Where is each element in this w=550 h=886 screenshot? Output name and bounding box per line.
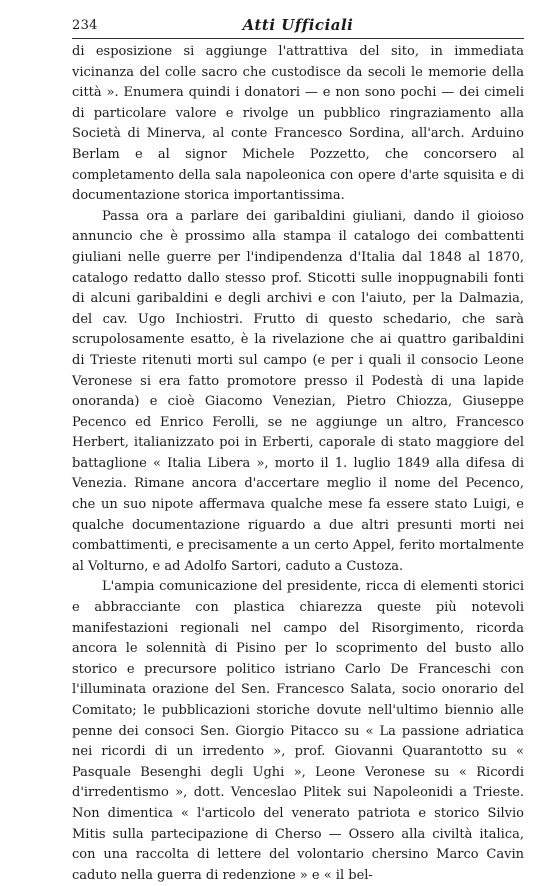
page-number: 234 [72,18,98,33]
body-text [72,42,524,886]
paragraph-presidential-communication: L'ampia comunicazione del presidente, ricca di elementi storici e abbracciante con plastica chiarezza queste più notevoli manifestazioni regionali nel campo del Risorgimento, ricorda ancora le solennità di Pisino per lo scoprimento del busto allo storico e precursore politico istriano Carlo De Franceschi con l'illuminata orazione del Sen. Francesco Salata, socio onorario del Comitato; le pubblicazioni storiche dovute nell'ultimo biennio alle penne dei consoci Sen. Giorgio Pitacco su « La passione adriatica nei ricordi di un irredento », prof. Giovanni Quarantotto su « Pasquale Besenghi degli Ughi », Leone Veronese su « Ricordi d'irredentismo », dott. Venceslao Plitek sui Napoleonidi a Trieste. Non dimentica « l'articolo del venerato patriota e storico Silvio Mitis sulla partecipazione di Cherso — Ossero alla civiltà italica, con una raccolta di lettere del volontario chersino Marco Cavin caduto nella guerra di redenzione » e « il bel- [72,579,524,883]
page-header [72,14,524,39]
paragraph-garibaldini: Passa ora a parlare dei garibaldini giuliani, dando il gioioso annuncio che è prossimo alla stampa il catalogo dei combattenti giuliani nelle guerre per l'indipendenza d'Italia dal 1848 al 1870, catalogo redatto dallo stesso prof. Sticotti sulle inoppugnabili fonti di alcuni garibaldini e degli archivi e con l'aiuto, per la Dalmazia, del cav. Ugo Inchiostri. Frutto di questo schedario, che sarà scrupolosamente esatto, è la rivelazione che ai quattro garibaldini di Trieste ritenuti morti sul campo (e per i quali il consocio Leone Veronese si era fatto promotore presso il Podestà di una lapide onoranda) e cioè Giacomo Venezian, Pietro Chiozza, Giuseppe Pecenco ed Enrico Ferolli, se ne aggiunge un altro, Francesco Herbert, italianizzato poi in Erberti, caporale di stato maggiore del battaglione « Italia Libera », morto il 1. luglio 1849 alla difesa di Venezia. Rimane ancora d'accertare meglio il nome del Pecenco, che un suo nipote affermava qualche mese fa essere stato Luigi, e qualche documentazione riguardo a due altri presunti morti nei combattimenti, e precisamente a un certo Appel, ferito mortalmente al Volturno, e ad Adolfo Sartori, caduto a Custoza. [72,208,524,574]
paragraph-continued: di esposizione si aggiunge l'attrattiva del sito, in immediata vicinanza del colle sacro che custodisce da secoli le memorie della città ». Enumera quindi i donatori — e non sono pochi — dei cimeli di particolare valore e rivolge un pubblico ringraziamento alla Società di Minerva, al conte Francesco Sordina, all'arch. Arduino Berlam e al signor Michele Pozzetto, che concorsero al completamento della sala napoleonica con opere d'arte squisita e di documentazione storica importantissima. [72,44,524,204]
running-head: Atti Ufficiali [242,16,354,34]
